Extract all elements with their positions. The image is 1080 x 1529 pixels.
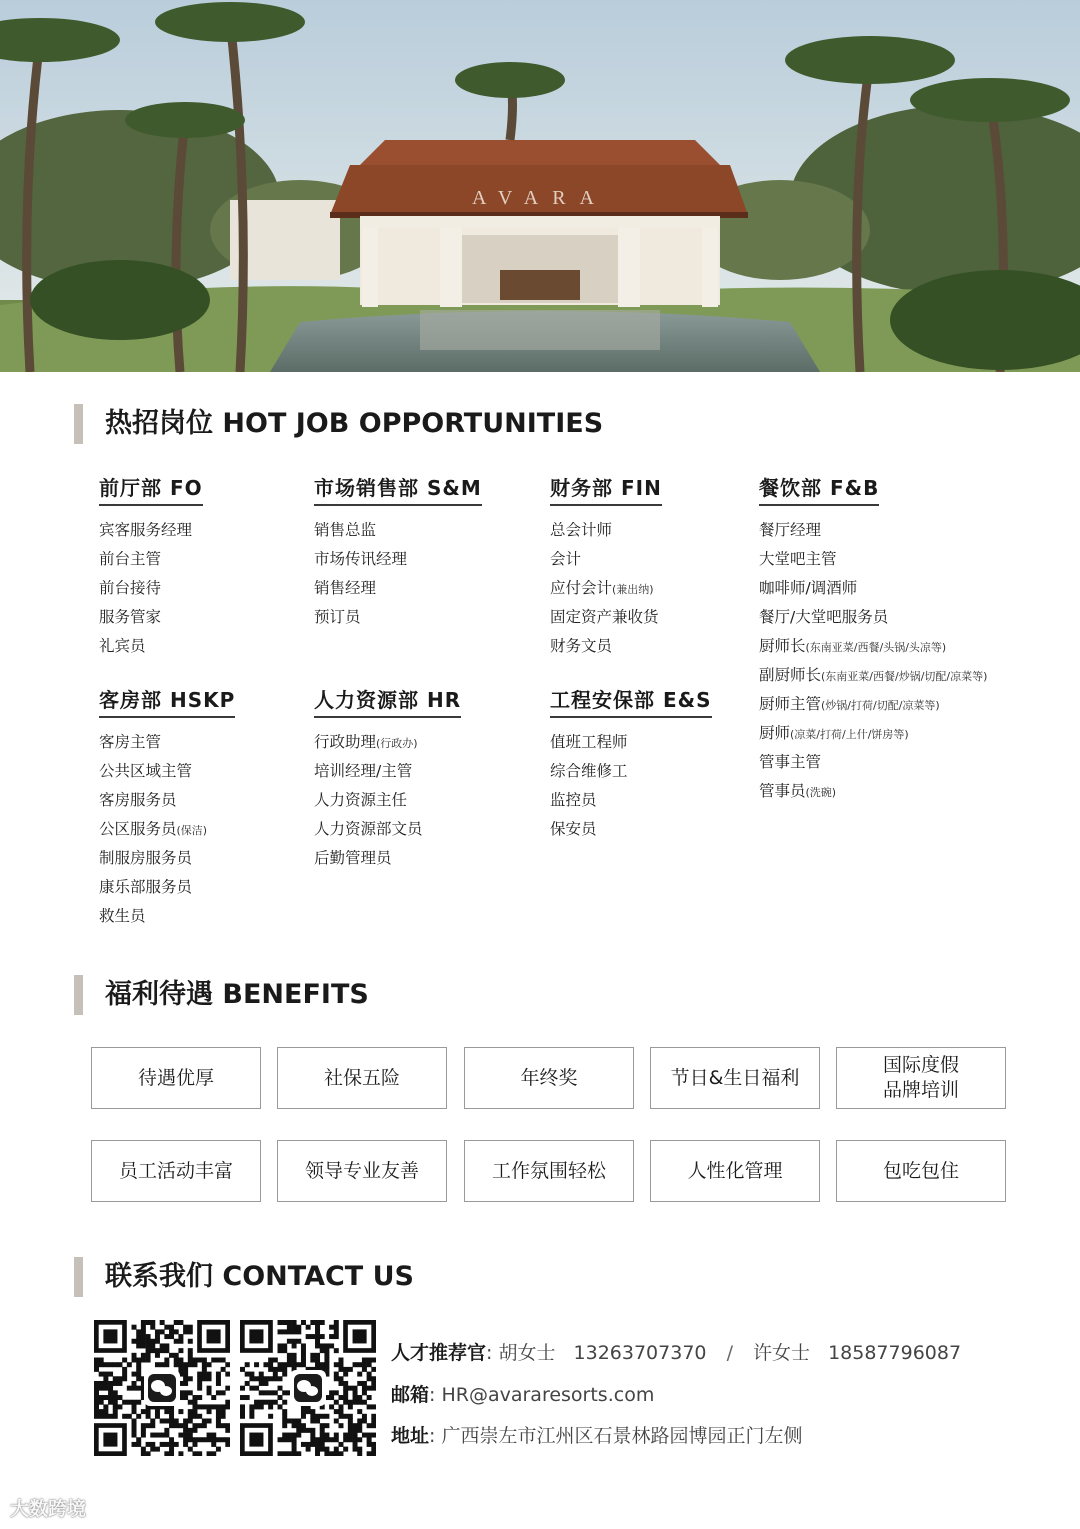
hero-image — [0, 0, 1080, 372]
benefit-box: 年终奖 — [464, 1047, 634, 1109]
list-item: 值班工程师 — [550, 733, 628, 751]
dept-hr — [314, 684, 461, 873]
list-item: 应付会计(兼出纳) — [550, 579, 654, 597]
list-item: 餐厅/大堂吧服务员 — [759, 608, 889, 626]
list-item: 前台主管 — [99, 550, 162, 568]
benefit-box: 员工活动丰富 — [91, 1140, 261, 1202]
dept-title-hskp: 客房部 HSKP — [99, 684, 235, 718]
wechat-qr-code-icon[interactable] — [240, 1320, 376, 1456]
list-item: 管事员(洗碗) — [759, 782, 837, 800]
dept-title-es: 工程安保部 E&S — [550, 684, 712, 718]
recruiter-1-name: 胡女士 — [498, 1342, 556, 1364]
benefit-box: 包吃包住 — [836, 1140, 1006, 1202]
dept-fnb — [759, 472, 987, 806]
list-item: 预订员 — [314, 608, 361, 626]
list-item: 综合维修工 — [550, 762, 628, 780]
list-item: 餐厅经理 — [759, 521, 822, 539]
benefit-box: 社保五险 — [277, 1047, 447, 1109]
list-item: 救生员 — [99, 907, 146, 925]
hero-brand-text: AVARA — [472, 187, 608, 209]
list-item: 康乐部服务员 — [99, 878, 193, 896]
list-item: 厨师长(东南亚菜/西餐/头锅/头凉等) — [759, 637, 947, 655]
list-item: 客房主管 — [99, 733, 162, 751]
list-item: 礼宾员 — [99, 637, 146, 655]
dept-title-sm: 市场销售部 S&M — [314, 472, 482, 506]
list-item: 后勤管理员 — [314, 849, 392, 867]
watermark-text: 大数跨境 — [10, 1498, 87, 1520]
dept-fo — [99, 472, 203, 661]
list-item: 宾客服务经理 — [99, 521, 193, 539]
recruiter-2-name: 许女士 — [753, 1342, 811, 1364]
list-item: 会计 — [550, 550, 582, 568]
benefit-box: 国际度假 品牌培训 — [836, 1047, 1006, 1109]
dept-hskp — [99, 684, 235, 931]
wechat-qr-code-icon[interactable] — [94, 1320, 230, 1456]
list-item: 副厨师长(东南亚菜/西餐/炒锅/切配/凉菜等) — [759, 666, 988, 684]
benefit-box: 待遇优厚 — [91, 1047, 261, 1109]
job-list-fnb — [759, 516, 987, 806]
benefit-box: 工作氛围轻松 — [464, 1140, 634, 1202]
job-list-es — [550, 728, 712, 844]
contact-recruiter: 人才推荐官: 胡女士 13263707370 / 许女士 18587796087 — [391, 1342, 962, 1364]
dept-title-hr: 人力资源部 HR — [314, 684, 461, 718]
benefits-section-title: 福利待遇 BENEFITS — [74, 975, 369, 1015]
dept-sm — [314, 472, 482, 632]
list-item: 前台接待 — [99, 579, 162, 597]
email-link[interactable]: HR@avararesorts.com — [441, 1384, 655, 1406]
job-list-hskp — [99, 728, 235, 931]
jobs-section-title: 热招岗位 HOT JOB OPPORTUNITIES — [74, 404, 603, 444]
contact-email: 邮箱: HR@avararesorts.com — [391, 1384, 655, 1406]
list-item: 公共区域主管 — [99, 762, 193, 780]
list-item: 市场传讯经理 — [314, 550, 408, 568]
list-item: 管事主管 — [759, 753, 822, 771]
contact-address: 地址: 广西崇左市江州区石景林路园博园正门左侧 — [391, 1425, 803, 1447]
contact-section-title: 联系我们 CONTACT US — [74, 1257, 414, 1297]
list-item: 厨师主管(炒锅/打荷/切配/凉菜等) — [759, 695, 940, 713]
job-list-fin — [550, 516, 662, 661]
list-item: 销售总监 — [314, 521, 377, 539]
dept-es — [550, 684, 712, 844]
list-item: 服务管家 — [99, 608, 162, 626]
benefit-box: 领导专业友善 — [277, 1140, 447, 1202]
dept-title-fnb: 餐饮部 F&B — [759, 472, 879, 506]
list-item: 客房服务员 — [99, 791, 177, 809]
list-item: 销售经理 — [314, 579, 377, 597]
list-item: 厨师(凉菜/打荷/上什/饼房等) — [759, 724, 909, 742]
list-item: 公区服务员(保洁) — [99, 820, 208, 838]
job-list-hr — [314, 728, 461, 873]
list-item: 咖啡师/调酒师 — [759, 579, 858, 597]
recruiter-1-phone: 13263707370 — [573, 1342, 707, 1364]
list-item: 总会计师 — [550, 521, 613, 539]
dept-fin — [550, 472, 662, 661]
list-item: 人力资源主任 — [314, 791, 408, 809]
job-list-sm — [314, 516, 482, 632]
list-item: 监控员 — [550, 791, 597, 809]
benefit-box: 人性化管理 — [650, 1140, 820, 1202]
address-text: 广西崇左市江州区石景林路园博园正门左侧 — [441, 1425, 803, 1447]
benefit-box: 节日&生日福利 — [650, 1047, 820, 1109]
list-item: 财务文员 — [550, 637, 613, 655]
list-item: 大堂吧主管 — [759, 550, 837, 568]
job-list-fo — [99, 516, 203, 661]
list-item: 行政助理(行政办) — [314, 733, 418, 751]
list-item: 制服房服务员 — [99, 849, 193, 867]
recruiter-2-phone: 18587796087 — [828, 1342, 962, 1364]
list-item: 人力资源部文员 — [314, 820, 423, 838]
dept-title-fin: 财务部 FIN — [550, 472, 662, 506]
list-item: 固定资产兼收货 — [550, 608, 659, 626]
list-item: 培训经理/主管 — [314, 762, 413, 780]
dept-title-fo: 前厅部 FO — [99, 472, 203, 506]
list-item: 保安员 — [550, 820, 597, 838]
